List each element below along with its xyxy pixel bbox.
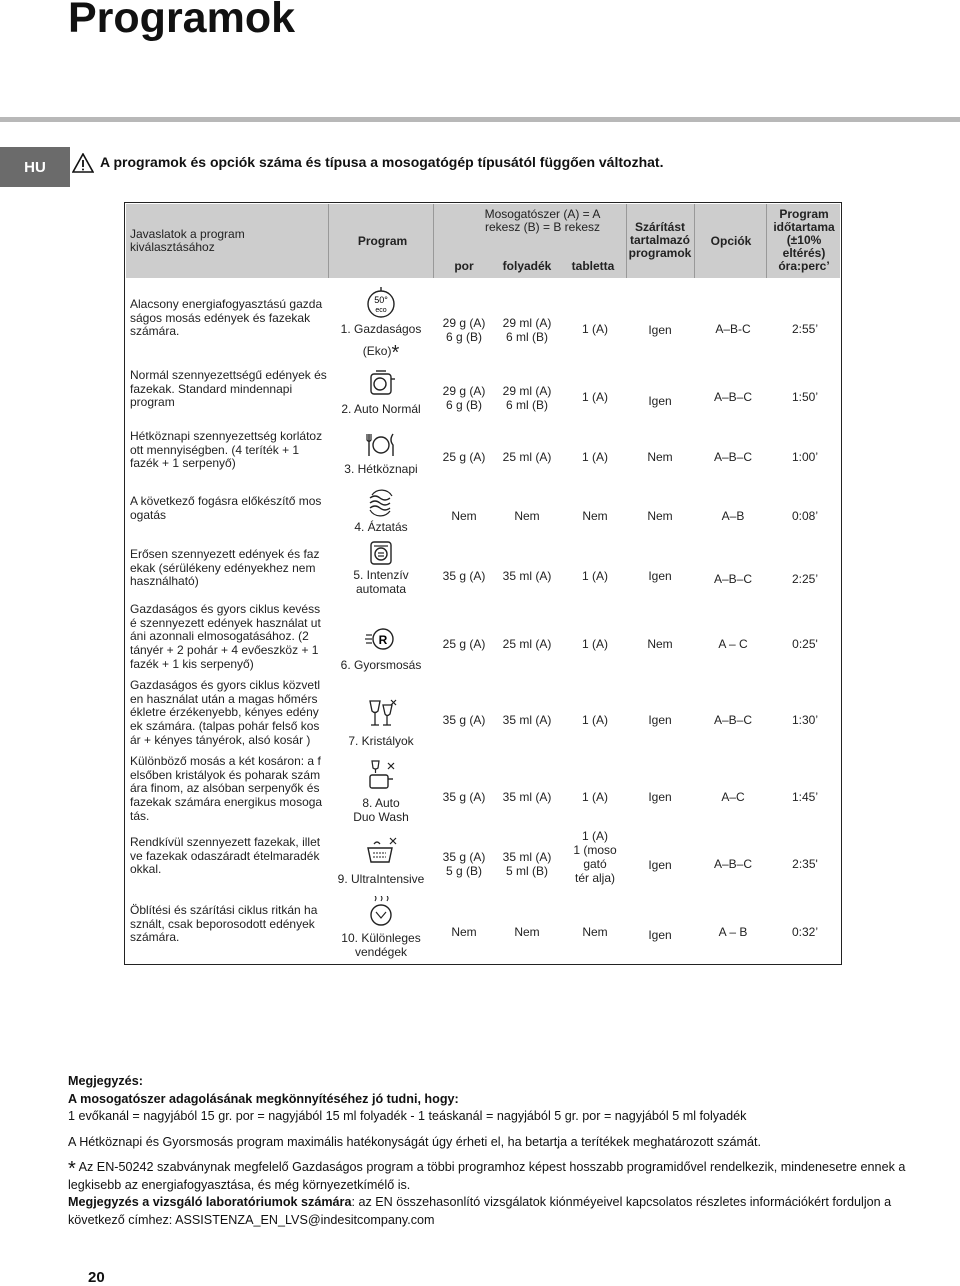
row-2-powder: [434, 384, 494, 412]
col-divider: [328, 204, 329, 278]
liquid-a: 35 ml (A): [502, 850, 552, 864]
row-5-tablet: 1 (A): [581, 569, 608, 583]
row-4-program: 4. Áztatás: [354, 520, 408, 534]
row-8-program-sub: Duo Wash: [353, 810, 409, 824]
row-3-tablet: 1 (A): [581, 450, 608, 464]
row-5-options: A–B–C: [713, 572, 753, 586]
row-7-description: Gazdaságos és gyors ciklus közvetl en használat után a magas hőmérs ékletre érzékenyebb, kényes edény ek számára. (talpas pohár felső kos ár + kényes tányérok, alsó kosár ): [130, 678, 321, 747]
row-8-powder: 35 g (A): [442, 790, 486, 804]
row-3-program: 3. Hétköznapi: [344, 462, 418, 476]
soak-icon: [364, 486, 398, 520]
row-3-description: Hétköznapi szennyezettség korlátoz ott mennyiségben. (4 teríték + 1 fazék + 1 serpenyő): [130, 429, 323, 471]
page-title: Programok: [68, 0, 296, 42]
row-1-program-eko: (Eko): [362, 344, 392, 358]
row-10-liquid: Nem: [514, 925, 540, 939]
row-10-description: Öblítési és szárítási ciklus ritkán ha sznált, csak beporosodott edények számára.: [130, 903, 318, 945]
row-7-program: 7. Kristályok: [348, 734, 414, 748]
row-2-options: A–B–C: [713, 390, 753, 404]
row-6-liquid: 25 ml (A): [502, 637, 552, 651]
header-powder: por: [454, 259, 474, 273]
notes-heading: Megjegyzés:: [68, 1074, 143, 1088]
row-4-options: A–B: [721, 509, 745, 523]
row-9-description: Rendkívül szennyezett fazekak, illet ve fazekak odaszáradt ételmaradék okkal.: [130, 835, 321, 877]
notes-section: [68, 1073, 938, 1229]
notes-standard: Az EN-50242 szabványnak megfelelő Gazdaságos program a többi programhoz képest hosszabb programidővel rendelkezik, mindenesetre ennek a legkisebb az energiafogyasztása, és még környezetkímélő is.: [68, 1160, 906, 1192]
row-5-powder: 35 g (A): [442, 569, 486, 583]
row-7-drying: Igen: [648, 713, 672, 727]
row-1-program: 1. Gazdaságos: [340, 322, 422, 336]
tablet-floor-1: 1 (moso: [573, 843, 617, 857]
row-6-time: 0:25': [792, 637, 818, 651]
row-5-liquid: 35 ml (A): [502, 569, 552, 583]
row-4-liquid: Nem: [514, 509, 540, 523]
row-1-powder: [434, 316, 494, 344]
row-8-options: A–C: [721, 790, 745, 804]
rapid-wash-icon: [364, 622, 398, 656]
crystal-glasses-icon: [364, 697, 398, 731]
col-divider: [433, 204, 434, 278]
svg-text:R: R: [378, 633, 388, 647]
row-7-liquid: 35 ml (A): [502, 713, 552, 727]
row-1-tablet: 1 (A): [581, 322, 608, 336]
notes-subheading: A mosogatószer adagolásának megkönnyítéséhez jó tudni, hogy:: [68, 1091, 459, 1106]
row-3-drying: Nem: [647, 450, 673, 464]
intensive-auto-icon: [364, 536, 398, 570]
row-1-star: *: [391, 342, 400, 364]
col-divider: [626, 204, 627, 278]
powder-a: 29 g (A): [442, 316, 486, 330]
notes-lab-label: Megjegyzés a vizsgáló laboratóriumok számára: [68, 1195, 352, 1209]
liquid-b: 6 ml (B): [506, 398, 548, 412]
row-4-drying: Nem: [647, 509, 673, 523]
special-guests-icon: [364, 896, 398, 930]
notes-efficiency: A Hétköznapi és Gyorsmosás program maximális hatékonyságát úgy érheti el, ha betartja a terítékek meghatározott számát.: [68, 1134, 761, 1149]
row-1-liquid: [496, 316, 558, 344]
tablet-floor-3: tér alja): [574, 871, 615, 885]
notes-measures: 1 evőkanál = nagyjából 15 gr. por = nagyjából 15 ml folyadék - 1 teáskanál = nagyjából 5 gr. por = nagyjából 5 ml folyadék: [68, 1109, 747, 1123]
liquid-b: 6 ml (B): [506, 330, 548, 344]
row-9-drying: Igen: [648, 858, 672, 872]
pot-plate-icon: [364, 366, 398, 400]
cutlery-plate-icon: [364, 428, 398, 462]
tablet-a: 1 (A): [581, 829, 608, 843]
notes-lab-text: : az EN összehasonlító vizsgálatok kiónméyeivel kapcsolatos részletes információkért forduljon a következő címhez: ASSISTENZA_EN_LVS@indesitcompany.com: [68, 1195, 892, 1227]
eco-badge-degrees: 50°: [374, 295, 388, 305]
row-7-time: 1:30’: [791, 713, 819, 727]
row-1-options: A–B-C: [715, 322, 751, 336]
language-tab: HU: [0, 147, 70, 187]
row-2-tablet: 1 (A): [581, 390, 608, 404]
eco-50-icon: [364, 287, 398, 321]
header-options: Opciók: [710, 234, 752, 248]
row-3-powder: 25 g (A): [442, 450, 486, 464]
row-2-description: Normál szennyezettségű edények és fazekak. Standard mindennapi program: [130, 368, 327, 410]
row-6-powder: 25 g (A): [442, 637, 486, 651]
row-7-powder: 35 g (A): [442, 713, 486, 727]
header-rule: [0, 117, 960, 122]
liquid-b: 5 ml (B): [506, 864, 548, 878]
header-liquid: folyadék: [502, 259, 552, 273]
row-10-drying: Igen: [648, 928, 672, 942]
row-1-time: 2:55’: [791, 322, 819, 336]
row-10-tablet: Nem: [582, 925, 608, 939]
liquid-a: 29 ml (A): [502, 384, 552, 398]
row-1-program-sub: [331, 342, 431, 364]
row-5-program-sub: automata: [355, 582, 407, 596]
warning-text: A programok és opciók száma és típusa a mosogatógép típusától függően változhat.: [100, 154, 664, 170]
ultra-intensive-icon: [364, 834, 398, 868]
header-tablet: tabletta: [571, 259, 615, 273]
row-10-options: A – B: [718, 925, 748, 939]
row-8-drying: Igen: [648, 790, 672, 804]
row-1-drying: Igen: [648, 323, 672, 337]
row-5-program: 5. Intenzív: [353, 568, 409, 582]
row-4-description: A következő fogásra előkészítő mos ogatás: [130, 494, 322, 522]
notes-standard-paragraph: [68, 1159, 938, 1194]
header-suggestion: Javaslatok a program kiválasztásához: [130, 227, 245, 254]
row-6-drying: Nem: [647, 637, 673, 651]
powder-a: 29 g (A): [442, 384, 486, 398]
powder-a: 35 g (A): [442, 850, 486, 864]
row-10-time: 0:32’: [791, 925, 819, 939]
header-program: Program: [357, 234, 408, 248]
row-1-description: Alacsony energiafogyasztású gazda ságos mosás edények és fazekak számára.: [130, 297, 323, 339]
col-divider: [694, 204, 695, 278]
row-8-time: 1:45’: [791, 790, 819, 804]
row-6-options: A – C: [718, 637, 748, 651]
row-5-drying: Igen: [648, 569, 672, 583]
header-drying: Szárítást tartalmazó programok: [628, 220, 692, 260]
row-9-time: 2:35': [792, 857, 818, 871]
row-9-powder: [434, 850, 494, 878]
row-9-tablet: [565, 829, 625, 885]
header-detergent: Mosogatószer (A) = A rekesz (B) = B rekesz: [484, 207, 601, 234]
row-4-time: 0:08’: [791, 509, 819, 523]
row-4-tablet: Nem: [582, 509, 608, 523]
header-duration: Program időtartama (±10% eltérés) óra:perc’: [773, 207, 835, 273]
row-6-description: Gazdaságos és gyors ciklus kevéss é szennyezett edények használat ut áni azonnali elmosogatásához. (2 tányér + 2 pohár + 4 evőeszköz + 1 fazék + 1 kis serpenyő): [130, 602, 321, 671]
row-8-program: 8. Auto: [362, 796, 400, 810]
row-7-options: A–B–C: [713, 713, 753, 727]
row-10-program-sub: vendégek: [354, 945, 408, 959]
page-number: 20: [88, 1269, 105, 1286]
row-8-liquid: 35 ml (A): [502, 790, 552, 804]
row-4-powder: Nem: [451, 509, 477, 523]
row-9-program: 9. UltraIntensive: [337, 872, 425, 886]
tablet-floor-2: gató: [583, 857, 607, 871]
powder-b: 6 g (B): [445, 330, 482, 344]
row-6-tablet: 1 (A): [581, 637, 608, 651]
eco-badge-label: eco: [375, 307, 387, 314]
row-10-powder: Nem: [451, 925, 477, 939]
row-2-liquid: [496, 384, 558, 412]
powder-b: 5 g (B): [445, 864, 482, 878]
row-6-program: 6. Gyorsmosás: [340, 658, 422, 672]
col-divider: [766, 204, 767, 278]
notes-star: *: [68, 1158, 76, 1180]
row-3-options: A–B–C: [713, 450, 753, 464]
row-2-time: 1:50’: [791, 390, 819, 404]
row-2-program: 2. Auto Normál: [341, 402, 421, 416]
row-9-liquid: [496, 850, 558, 878]
row-9-options: A–B–C: [713, 857, 753, 871]
row-5-time: 2:25’: [791, 572, 819, 586]
row-10-program: 10. Különleges: [341, 931, 421, 945]
row-2-drying: Igen: [648, 394, 672, 408]
warning-icon: [72, 153, 94, 173]
notes-lab-paragraph: [68, 1194, 938, 1229]
row-7-tablet: 1 (A): [581, 713, 608, 727]
liquid-a: 29 ml (A): [502, 316, 552, 330]
duo-wash-icon: [364, 758, 398, 792]
row-3-time: 1:00’: [791, 450, 819, 464]
row-8-description: Különböző mosás a két kosáron: a f elsőben kristályok és poharak szám ára finom, az alsóban serpenyők és fazekak számára energikus mosoga tás.: [130, 754, 323, 823]
row-8-tablet: 1 (A): [581, 790, 608, 804]
row-3-liquid: 25 ml (A): [502, 450, 552, 464]
powder-b: 6 g (B): [445, 398, 482, 412]
row-5-description: Erősen szennyezett edények és faz ekak (sérülékeny edényekhez nem használható): [130, 547, 320, 589]
